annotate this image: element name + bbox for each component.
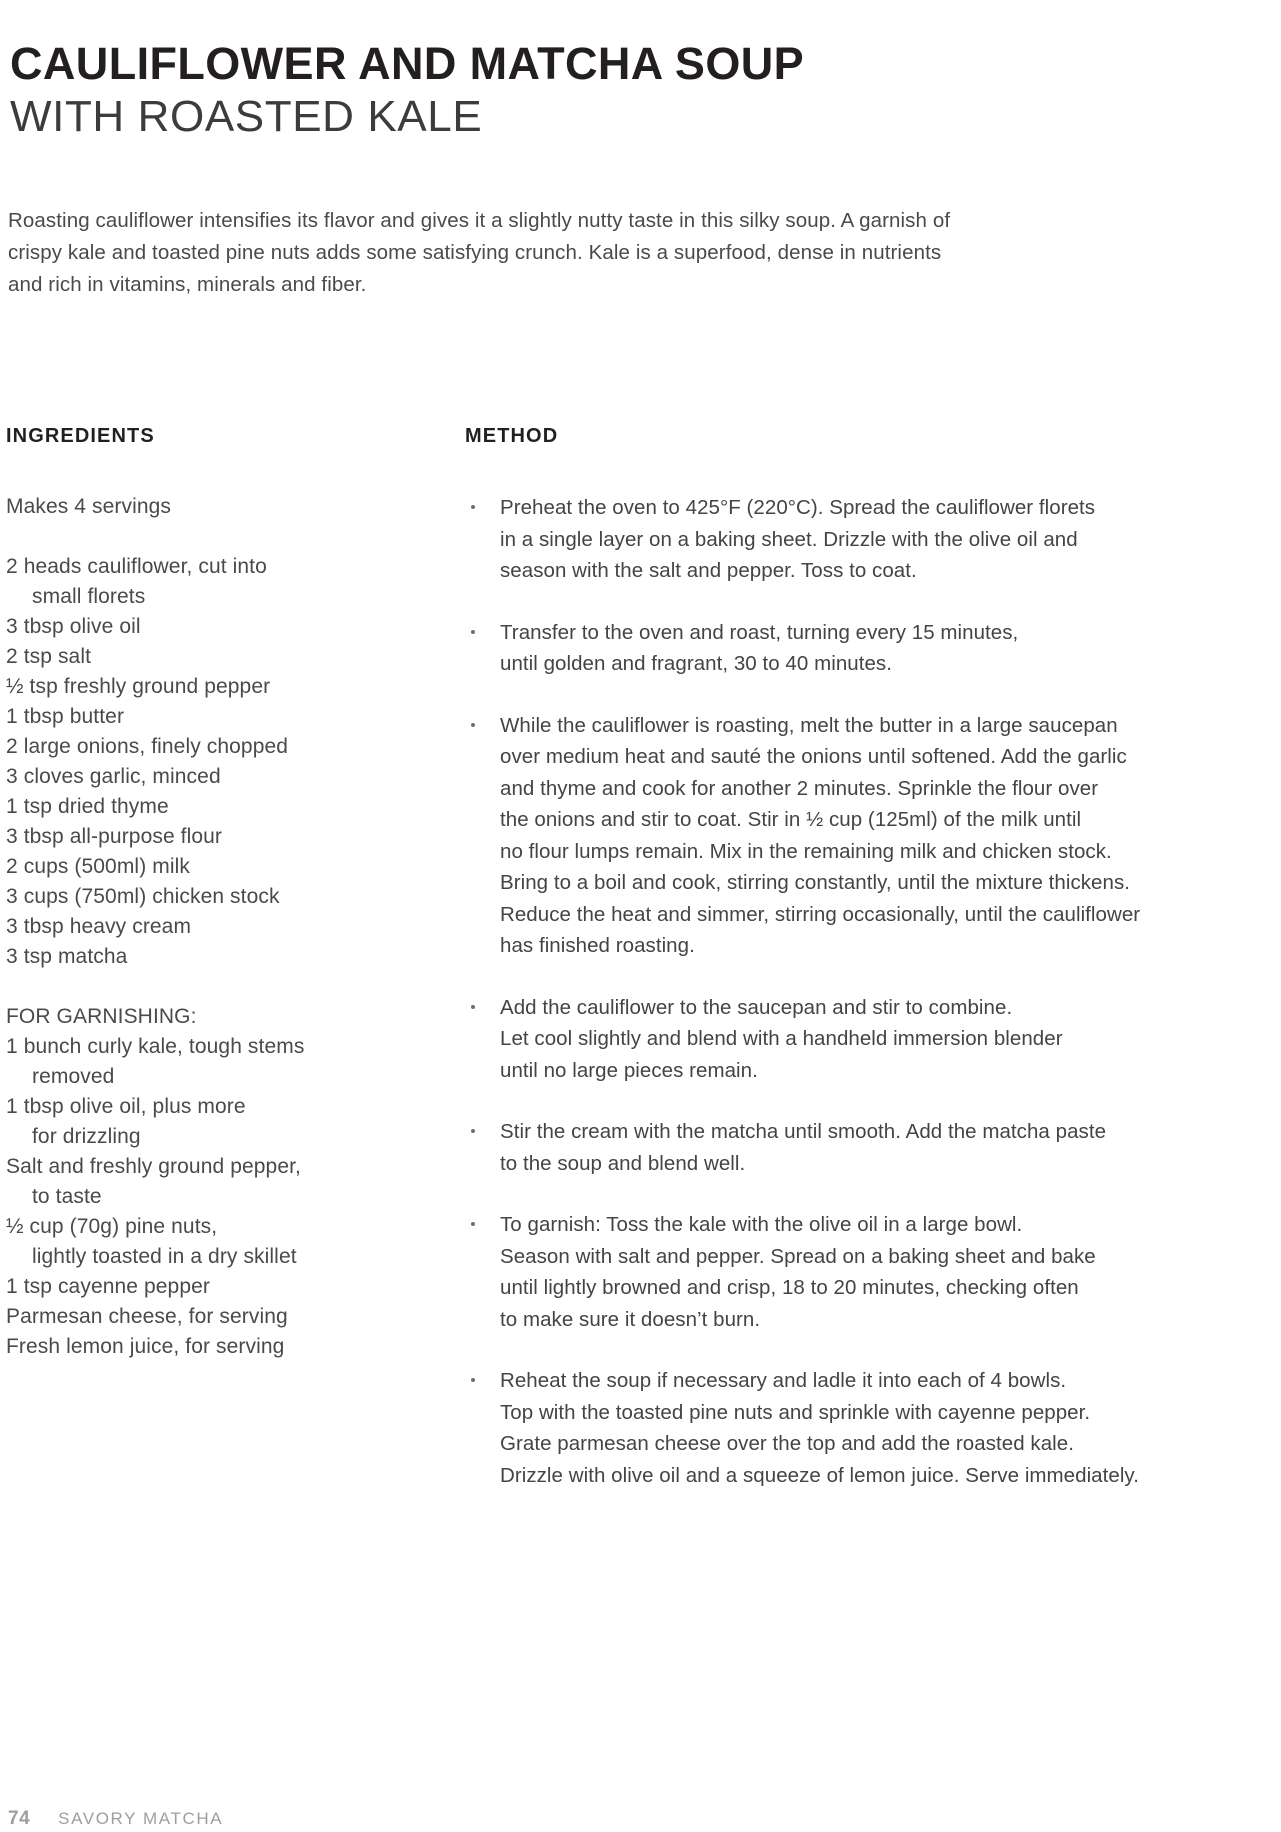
method-step: [465, 492, 1125, 587]
method-steps: [465, 492, 1141, 1491]
ingredient-text: 1 tbsp butter: [6, 705, 125, 728]
bullet-icon: [471, 1378, 475, 1382]
ingredient-item: [6, 702, 406, 732]
ingredient-item: [6, 762, 406, 792]
method-step-line: over medium heat and sauté the onions until softened. Add the garlic: [500, 745, 1127, 768]
method-step-line: until no large pieces remain.: [500, 1058, 758, 1082]
ingredient-text-continuation: for drizzling: [32, 1125, 141, 1148]
bullet-icon: [471, 1129, 475, 1133]
ingredient-text: Parmesan cheese, for serving: [6, 1305, 288, 1328]
intro-line: and rich in vitamins, minerals and fiber.: [8, 273, 367, 296]
method-step-line: has finished roasting.: [500, 934, 695, 957]
ingredient-item: [6, 642, 406, 672]
garnish-subheading: FOR GARNISHING:: [6, 1005, 197, 1028]
ingredient-item: [6, 1332, 406, 1362]
page-footer: [8, 1808, 223, 1830]
method-step: [465, 617, 1125, 680]
ingredient-text: 3 tbsp all-purpose flour: [6, 825, 223, 848]
bullet-icon: [471, 1005, 475, 1009]
ingredients-heading: INGREDIENTS: [6, 425, 155, 447]
ingredient-text: 3 tbsp heavy cream: [6, 915, 192, 938]
method-step-line: to the soup and blend well.: [500, 1151, 746, 1175]
ingredient-text: 2 cups (500ml) milk: [6, 855, 190, 878]
method-step-line: Stir the cream with the matcha until smooth. Add the matcha paste: [500, 1120, 1107, 1143]
intro-line: crispy kale and toasted pine nuts adds some satisfying crunch. Kale is a superfood, dense in nutrients: [8, 241, 942, 264]
method-step-line: in a single layer on a baking sheet. Drizzle with the olive oil and: [500, 527, 1078, 551]
ingredient-text: 3 tbsp olive oil: [6, 615, 141, 638]
method-step-line: While the cauliflower is roasting, melt the butter in a large saucepan: [500, 713, 1118, 737]
method-step-line: Bring to a boil and cook, stirring constantly, until the mixture thickens.: [500, 871, 1131, 894]
ingredient-item: [6, 1032, 406, 1092]
ingredient-item: [6, 1212, 406, 1272]
ingredients-column: [6, 425, 406, 1362]
bullet-icon: [471, 630, 475, 634]
ingredient-text-continuation: lightly toasted in a dry skillet: [32, 1245, 297, 1268]
ingredient-text: 1 bunch curly kale, tough stems: [6, 1035, 305, 1058]
page-title: CAULIFLOWER AND MATCHA SOUP: [10, 38, 805, 89]
ingredient-item: [6, 732, 406, 762]
method-step-line: until lightly browned and crisp, 18 to 20 minutes, checking often: [500, 1276, 1079, 1299]
ingredient-text: ½ tsp freshly ground pepper: [6, 675, 271, 698]
method-step: [465, 1209, 1125, 1335]
method-step-line: Season with salt and pepper. Spread on a baking sheet and bake: [500, 1244, 1096, 1268]
method-step: [465, 1116, 1125, 1179]
ingredient-text-continuation: small florets: [32, 585, 146, 608]
method-step: [465, 1365, 1139, 1491]
ingredient-item: [6, 1152, 406, 1212]
ingredient-item: [6, 552, 406, 612]
method-step-line: Drizzle with olive oil and a squeeze of lemon juice. Serve immediately.: [500, 1463, 1139, 1487]
ingredient-item: [6, 792, 406, 822]
ingredient-text: 1 tsp dried thyme: [6, 795, 169, 818]
method-step-line: Preheat the oven to 425°F (220°C). Spread the cauliflower florets: [500, 496, 1096, 519]
ingredient-item: [6, 1092, 406, 1152]
ingredient-item: [6, 852, 406, 882]
method-step-line: Let cool slightly and blend with a handheld immersion blender: [500, 1027, 1063, 1050]
method-step-line: Reheat the soup if necessary and ladle it into each of 4 bowls.: [500, 1369, 1067, 1392]
method-step-line: no flour lumps remain. Mix in the remaining milk and chicken stock.: [500, 839, 1112, 863]
ingredient-text-continuation: to taste: [32, 1185, 102, 1208]
servings-yield: Makes 4 servings: [6, 495, 171, 518]
ingredients-list: [6, 492, 406, 1362]
list-spacer: [6, 522, 406, 552]
ingredient-text: 3 cloves garlic, minced: [6, 765, 221, 788]
method-heading: METHOD: [465, 425, 559, 447]
ingredient-item: [6, 1272, 406, 1302]
method-step: [465, 992, 1125, 1087]
intro-paragraph: [8, 205, 1113, 301]
ingredient-text: 2 heads cauliflower, cut into: [6, 555, 267, 578]
ingredient-item: [6, 612, 406, 642]
bullet-icon: [471, 723, 475, 727]
method-step-line: until golden and fragrant, 30 to 40 minutes.: [500, 652, 892, 675]
ingredient-text: 3 tsp matcha: [6, 945, 128, 968]
ingredient-text: 2 large onions, finely chopped: [6, 735, 289, 758]
method-step-line: To garnish: Toss the kale with the olive oil in a large bowl.: [500, 1213, 1023, 1236]
page-subtitle: WITH ROASTED KALE: [10, 91, 483, 141]
ingredient-item: [6, 672, 406, 702]
ingredient-text: 2 tsp salt: [6, 645, 92, 668]
method-step-line: and thyme and cook for another 2 minutes. Sprinkle the flour over: [500, 776, 1099, 800]
ingredient-text-continuation: removed: [32, 1065, 115, 1088]
ingredient-item: [6, 942, 406, 972]
list-spacer: [6, 972, 406, 1002]
title-block: [10, 40, 1160, 141]
footer-book-section: SAVORY MATCHA: [58, 1809, 224, 1828]
method-step-line: Add the cauliflower to the saucepan and stir to combine.: [500, 995, 1013, 1019]
ingredient-item: [6, 822, 406, 852]
ingredient-item: [6, 882, 406, 912]
ingredient-text: 1 tbsp olive oil, plus more: [6, 1095, 246, 1118]
method-step-line: season with the salt and pepper. Toss to coat.: [500, 559, 917, 582]
method-step: [465, 710, 1141, 962]
intro-line: Roasting cauliflower intensifies its flavor and gives it a slightly nutty taste in this silky soup. A garnish of: [8, 209, 951, 232]
ingredient-text: 1 tsp cayenne pepper: [6, 1275, 210, 1298]
ingredient-text: Salt and freshly ground pepper,: [6, 1155, 301, 1178]
method-step-line: the onions and stir to coat. Stir in ½ cup (125ml) of the milk until: [500, 808, 1082, 831]
ingredient-item: [6, 912, 406, 942]
bullet-icon: [471, 1222, 475, 1226]
ingredient-text: ½ cup (70g) pine nuts,: [6, 1215, 218, 1238]
ingredient-text: 3 cups (750ml) chicken stock: [6, 885, 280, 908]
method-step-line: Transfer to the oven and roast, turning every 15 minutes,: [500, 620, 1019, 644]
method-step-line: Top with the toasted pine nuts and sprinkle with cayenne pepper.: [500, 1400, 1091, 1424]
ingredient-text: Fresh lemon juice, for serving: [6, 1335, 285, 1358]
ingredient-item: [6, 1302, 406, 1332]
method-step-line: Reduce the heat and simmer, stirring occasionally, until the cauliflower: [500, 902, 1141, 926]
method-step-line: to make sure it doesn’t burn.: [500, 1307, 761, 1331]
method-step-line: Grate parmesan cheese over the top and add the roasted kale.: [500, 1432, 1074, 1455]
method-column: [465, 425, 1141, 1491]
footer-page-number: 74: [8, 1808, 31, 1829]
bullet-icon: [471, 505, 475, 509]
